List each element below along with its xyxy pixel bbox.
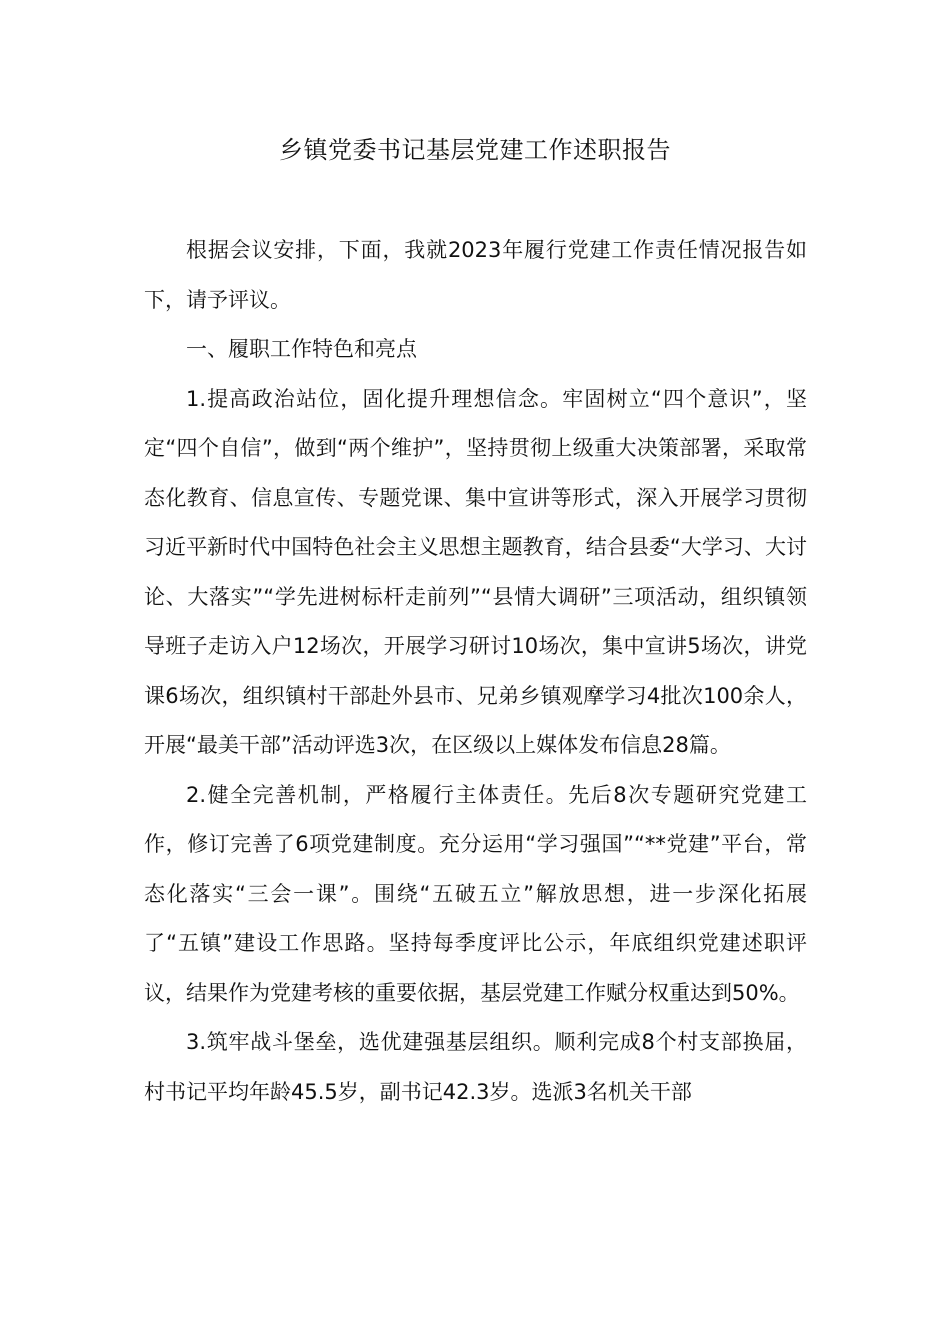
document-body (144, 226, 807, 1117)
paragraph-item-1: 1.提高政治站位，固化提升理想信念。牢固树立“四个意识”，坚定“四个自信”，做到“两个维护”，坚持贯彻上级重大决策部署，采取常态化教育、信息宣传、专题党课、集中宣讲等形式，深入开展学习贯彻习近平新时代中国特色社会主义思想主题教育，结合县委“大学习、大讨论、大落实”“学先进树标杆走前列”“县情大调研”三项活动，组织镇领导班子走访入户12场次，开展学习研讨10场次，集中宣讲5场次，讲党课6场次，组织镇村干部赴外县市、兄弟乡镇观摩学习4批次100余人，开展“最美干部”活动评选3次，在区级以上媒体发布信息28篇。 (144, 386, 807, 757)
paragraph-intro: 根据会议安排，下面，我就2023年履行党建工作责任情况报告如下，请予评议。 (144, 238, 807, 312)
document-title: 乡镇党委书记基层党建工作述职报告 (279, 136, 671, 164)
section-heading: 一、履职工作特色和亮点 (186, 337, 417, 361)
paragraph-item-3: 3.筑牢战斗堡垒，选优建强基层组织。顺利完成8个村支部换届，村书记平均年龄45.5岁，副书记42.3岁。选派3名机关干部 (144, 1030, 807, 1104)
paragraph-item-2: 2.健全完善机制，严格履行主体责任。先后8次专题研究党建工作，修订完善了6项党建制度。充分运用“学习强国”“**党建”平台，常态化落实“三会一课”。围绕“五破五立”解放思想，进一步深化拓展了“五镇”建设工作思路。坚持每季度评比公示，年底组织党建述职评议，结果作为党建考核的重要依据，基层党建工作赋分权重达到50%。 (144, 782, 807, 1005)
